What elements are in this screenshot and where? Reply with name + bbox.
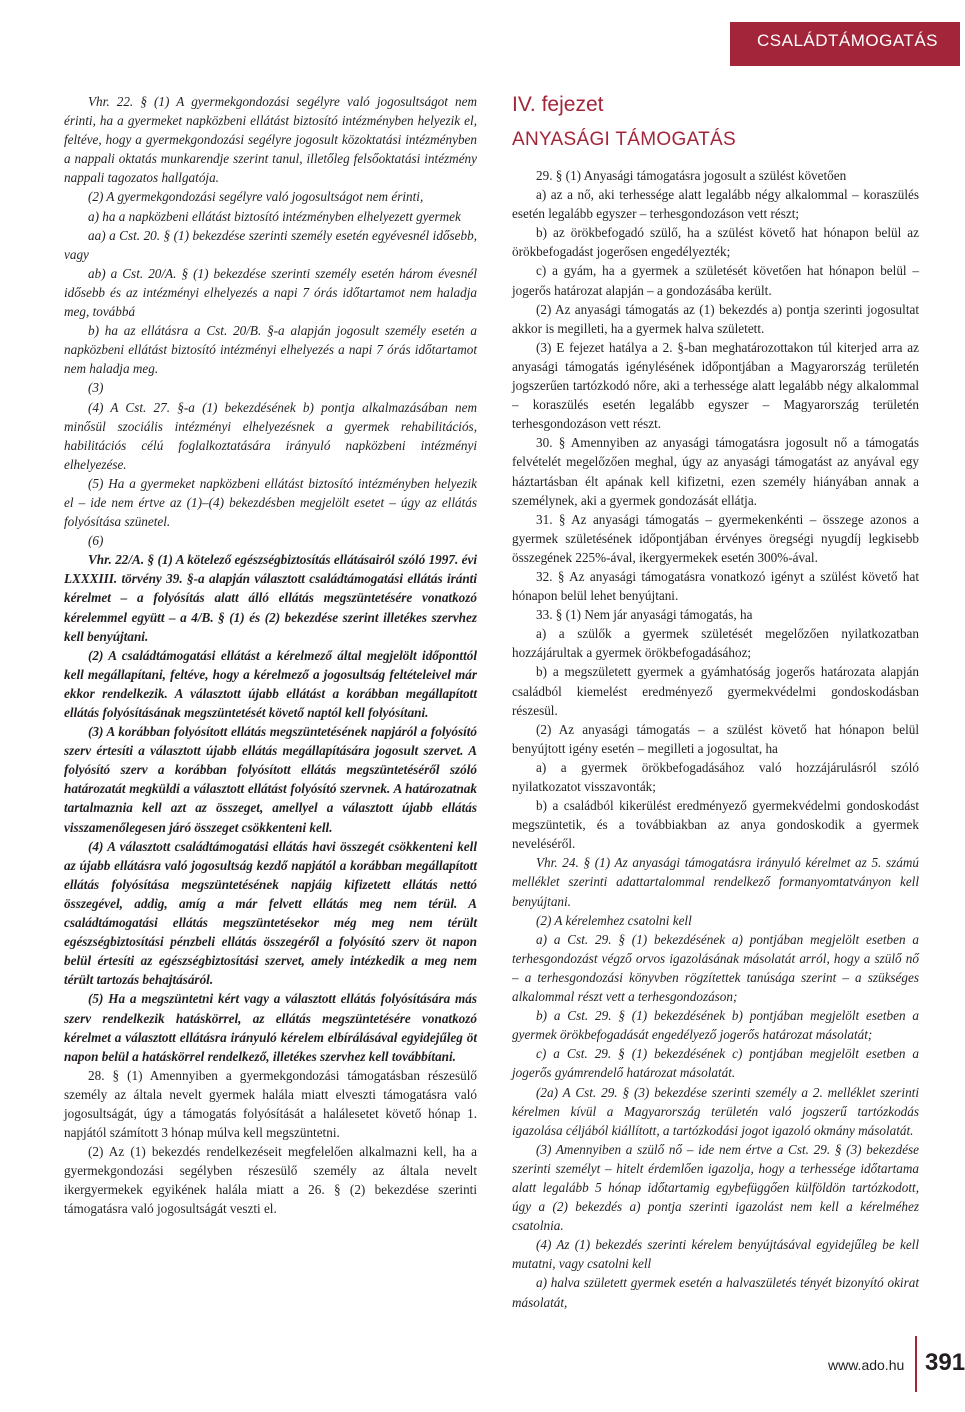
paragraph: 33. § (1) Nem jár anyasági támogatás, ha — [536, 607, 753, 623]
paragraph: 29. § (1) Anyasági támogatásra jogosult a szülést követően — [536, 168, 847, 183]
paragraph: b) a Cst. 29. § (1) bekezdésének b) pontjában megjelölt esetben a gyermek örökbefogadását engedélyező jogerős határozat másolatát; — [512, 1008, 919, 1043]
running-title: CSALÁDTÁMOGATÁS — [757, 31, 938, 50]
paragraph: (2) A gyermekgondozási segélyre való jogosultságot nem érinti, — [88, 189, 424, 205]
paragraph: (3) Amennyiben a szülő nő – ide nem értve a Cst. 29. § (3) bekezdése szerinti személyt – hitelt érdemlően igazolja, hogy a terhessége időtartama alatt legalább 5 hónap időtartamig egybefüggően külföldön tartózkodott, úgy a (2) bekezdés a) pontja szerinti igazolást nem kell a kérelméhez csatolnia. — [512, 1141, 919, 1234]
chapter-heading: IV. fejezet — [512, 93, 604, 116]
paragraph: ab) a Cst. 20/A. § (1) bekezdése szerinti személy esetén három évesnél idősebb és az intézményi elhelyezés a napi 7 órás időtartamot nem haladja meg, továbbá — [64, 265, 477, 320]
paragraph: (3) — [88, 380, 104, 396]
paragraph: (4) A Cst. 27. §-a (1) bekezdésének b) pontja alkalmazásában nem minősül szociális intézményi elhelyezésnek a gyermek rehabilitációs, habilitációs célú foglalkoztatására irányuló napközbeni intézményi elhelyezése. — [64, 399, 477, 472]
paragraph: aa) a Cst. 20. § (1) bekezdése szerinti személy esetén egyévesnél idősebb, vagy — [64, 227, 477, 262]
paragraph: b) ha az ellátásra a Cst. 20/B. §-a alapján jogosult személy esetén a napközbeni ellátást biztosító intézményi elhelyezés a napi 7 órás időtartamot nem haladja meg. — [64, 323, 477, 377]
paragraph: a) a szülők a gyermek születését megelőzően nyilatkozatban hozzájárultak a gyermek örökbefogadásához; — [512, 626, 919, 661]
paragraph: c) a gyám, ha a gyermek a születését követően hat hónapon belül – jogerős határozat alapján – a gondozásába került. — [512, 263, 919, 298]
paragraph: (2) Az anyasági támogatás – a szülést követő hat hónapon belül benyújtott igény esetén – megilleti a jogosultat, ha — [512, 721, 919, 756]
page-header — [0, 0, 960, 70]
paragraph: Vhr. 22/A. § (1) A kötelező egészségbiztosítás ellátásairól szóló 1997. évi LXXXIII. törvény 39. §-a alapján választott családtámogatási ellátás iránti kérelmet – a folyósítás alatt álló ellátás megszüntetésére vonatkozó kérelemmel együtt – a 4/B. § (1) és (2) bekezdése szerint illetékes szervhez kell benyújtani. — [64, 552, 477, 644]
left-column — [64, 92, 477, 1219]
paragraph: a) az a nő, aki terhessége alatt legalább négy alkalommal – koraszülés esetén legalább egyszer – terhesgondozáson vett részt; — [512, 187, 919, 222]
paragraph: (5) Ha a gyermeket napközbeni ellátást biztosító intézményben helyezik el – ide nem értve az (1)–(4) bekezdésben megjelölt esetet – úgy az ellátás folyósítása szünetel. — [64, 475, 477, 530]
paragraph: 32. § Az anyasági támogatásra vonatkozó igényt a szülést követő hat hónapon belül lehet benyújtani. — [512, 568, 919, 604]
footer-divider — [915, 1336, 917, 1392]
paragraph: 31. § Az anyasági támogatás – gyermekenkénti – összege azonos a gyermek születésének időpontjában érvényes öregségi nyugdíj legkisebb összegének 225%-ával, ikergyermekek esetén 300%-ával. — [512, 511, 919, 565]
paragraph: 30. § Amennyiben az anyasági támogatásra jogosult nő a támogatás felvételét megelőzően meghal, úgy az anyasági támogatást az anyával egy háztartásban élt apának kell kifizetni, ezen személy hiányában annak a személynek, aki a gyermek gondozását ellátja. — [512, 435, 919, 508]
paragraph: (3) A korábban folyósított ellátás megszüntetésének napjáról a folyósító szerv értesíti a választott újabb ellátás megállapítására jogosult szervet. A folyósító szerv a korábban folyósított ellátás megszüntetéséről szóló határozatát megküldi a választott ellátást folyósító szervnek. A határozatnak tartalmaznia kell azt az összeget, amellyel a választott újabb ellátás visszamenőlegesen járó összeget csökkenteni kell. — [64, 724, 477, 835]
paragraph: b) az örökbefogadó szülő, ha a szülést követő hat hónapon belül az örökbefogadást jogerősen engedélyezték; — [512, 225, 919, 260]
paragraph: b) a megszületett gyermek a gyámhatóság jogerős határozata alapján családból kiemelést eredményező gyermekvédelmi gondoskodásban részesül. — [512, 664, 919, 718]
paragraph: a) a Cst. 29. § (1) bekezdésének a) pontjában megjelölt esetben a terhesgondozást végző orvos igazolásának másolatát arról, hogy a szülő nő – a terhesgondozási könyvben rögzítettek tanúsága szerint – a szükséges alkalommal részt vett a terhesgondozáson; — [512, 931, 919, 1005]
site-link[interactable]: www.ado.hu — [828, 1357, 905, 1373]
paragraph: c) a Cst. 29. § (1) bekezdésének c) pontjában megjelölt esetben a jogerős gyámrendelő határozat másolatát. — [512, 1046, 919, 1081]
paragraph: (3) E fejezet hatálya a 2. §-ban meghatározottakon túl kiterjed arra az anyasági támogatás igénylésének időpontjában a Magyarország területén jogszerűen tartózkodó nőre, aki a terhessége alatt legalább négy alkalommal – koraszülés esetén legalább egyszer – Magyarország területén terhesgondozáson vett részt. — [512, 339, 919, 432]
paragraph: (5) Ha a megszüntetni kért vagy a választott ellátás folyósítására más szerv rendelkezik hatáskörrel, az ellátás megszüntetésére vonatkozó kérelmet a választott ellátásra irányuló kérelem elbírálásával egyidejűleg öt napon belül a hatáskörrel rendelkező, illetékes szervhez kell továbbítani. — [64, 991, 477, 1064]
paragraph: (4) A választott családtámogatási ellátás havi összegét csökkenteni kell az újabb ellátásra való jogosultság kezdő napjától a korábban megállapított ellátás folyósítása megszüntetésének napjáig kifizetett ellátás nettó összegével, addig, amíg a már felvett ellátás meg nem térül. A családtámogatási ellátás megszüntetésekor még meg nem térült egészségbiztosítási pénzbeli ellátás összegéről a folyósító szerv öt napon belül értesíti az egészségbiztosítási szervet, amely intézkedik a meg nem térült tartozás behajtásáról. — [64, 838, 477, 988]
paragraph: Vhr. 22. § (1) A gyermekgondozási segélyre való jogosultságot nem érinti, ha a gyermeket napközbeni ellátást biztosító intézményben helyezik el, feltéve, hogy a gyermekgondozási segélyre jogosult közoktatási intézményben a nappali oktatás munkarendje szerint tanul, illetőleg felsőoktatási intézmény nappali tagozatos hallgatója. — [64, 94, 477, 186]
paragraph: (4) Az (1) bekezdés szerinti kérelem benyújtásával egyidejűleg be kell mutatni, vagy csatolni kell — [512, 1237, 919, 1272]
page-number: 391 — [925, 1349, 965, 1376]
paragraph: (6) — [88, 533, 104, 549]
paragraph: b) a családból kikerülést eredményező gyermekvédelmi gondoskodást megszüntetik, és a továbbiakban az anya gondoskodik a gyermek neveléséről. — [512, 798, 919, 852]
paragraph: (2) Az anyasági támogatás az (1) bekezdés a) pontja szerinti jogosultat akkor is megilleti, ha a gyermek halva született. — [512, 301, 919, 336]
paragraph: a) ha a napközbeni ellátást biztosító intézményben elhelyezett gyermek — [88, 208, 461, 224]
paragraph: (2) A kérelemhez csatolni kell — [536, 912, 692, 928]
paragraph: (2) A családtámogatási ellátást a kérelmező által megjelölt időponttól kell megállapítani, feltéve, hogy a kérelmező a jogosultság feltételeivel már ekkor rendelkezik. A választott újabb ellátást a korábban megállapított ellátás folyósításának megszüntetését követő naptól kell folyósítani. — [64, 647, 477, 720]
paragraph: a) a gyermek örökbefogadásához való hozzájárulásról szóló nyilatkozatot visszavonták; — [512, 759, 919, 794]
paragraph: 28. § (1) Amennyiben a gyermekgondozási támogatásban részesülő személy az általa nevelt gyermek halála miatt elveszti támogatásra való jogosultságát, úgy a támogatás folyósítását a halálesetet követő hónap 1. napjától számított 3 hónap múlva kell megszüntetni. — [64, 1067, 477, 1141]
right-column — [512, 92, 919, 1312]
paragraph: (2a) A Cst. 29. § (3) bekezdése szerinti személy a 2. melléklet szerinti kérelmen kívül a Magyarország területén való jogszerű tartózkodás igazolása céljából kiállított, a tartózkodási jogot igazoló okmány másolatát. — [512, 1084, 919, 1138]
section-title: ANYASÁGI TÁMOGATÁS — [512, 129, 736, 150]
paragraph: (2) Az (1) bekezdés rendelkezéseit megfelelően alkalmazni kell, ha a gyermekgondozási segélyben részesülő személy az általa nevelt ikergyermekek egyikének halála miatt a 26. § (2) bekezdése szerinti támogatásra való jogosultságát veszti el. — [64, 1144, 477, 1217]
paragraph: a) halva született gyermek esetén a halvaszületés tényét bizonyító okirat másolatát, — [512, 1275, 919, 1310]
paragraph: Vhr. 24. § (1) Az anyasági támogatásra irányuló kérelmet az 5. számú melléklet szerinti adattartalommal rendelkező formanyomtatványon kell benyújtani. — [512, 855, 919, 909]
